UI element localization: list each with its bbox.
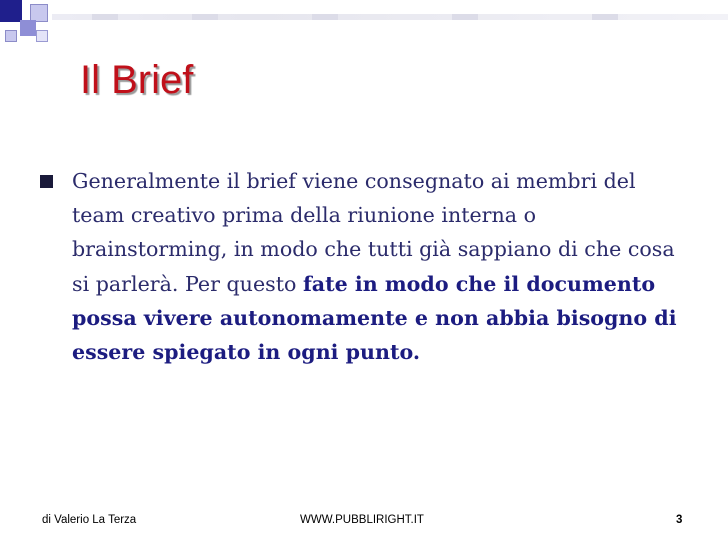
- footer-page-number: 3: [676, 514, 683, 526]
- decor-square-medium: [20, 20, 36, 36]
- bar-segment: [592, 14, 618, 20]
- bullet-square-icon: [40, 175, 53, 188]
- bar-segment: [452, 14, 478, 20]
- bullet-text: [72, 164, 692, 369]
- decor-square-dark: [0, 0, 22, 22]
- bullet-text-bold: fate in modo che il documento possa vivere autonomamente e non abbia bisogno di essere spiegato in ogni punto.: [72, 271, 677, 365]
- bar-segment: [92, 14, 118, 20]
- top-decorative-bar: [52, 14, 728, 20]
- bar-segment: [192, 14, 218, 20]
- bullet-text-regular: Generalmente il brief viene consegnato ai membri del team creativo prima della riunione interna o brainstorming, in modo che tutti già sappiano di che cosa si parlerà. Per questo: [72, 169, 675, 296]
- bar-segment: [312, 14, 338, 20]
- decor-square-small: [36, 30, 48, 42]
- footer-author: di Valerio La Terza: [42, 514, 137, 526]
- footer-website: WWW.PUBBLIRIGHT.IT: [300, 514, 424, 526]
- slide-title: Il Brief: [80, 58, 194, 102]
- decor-square-small: [5, 30, 17, 42]
